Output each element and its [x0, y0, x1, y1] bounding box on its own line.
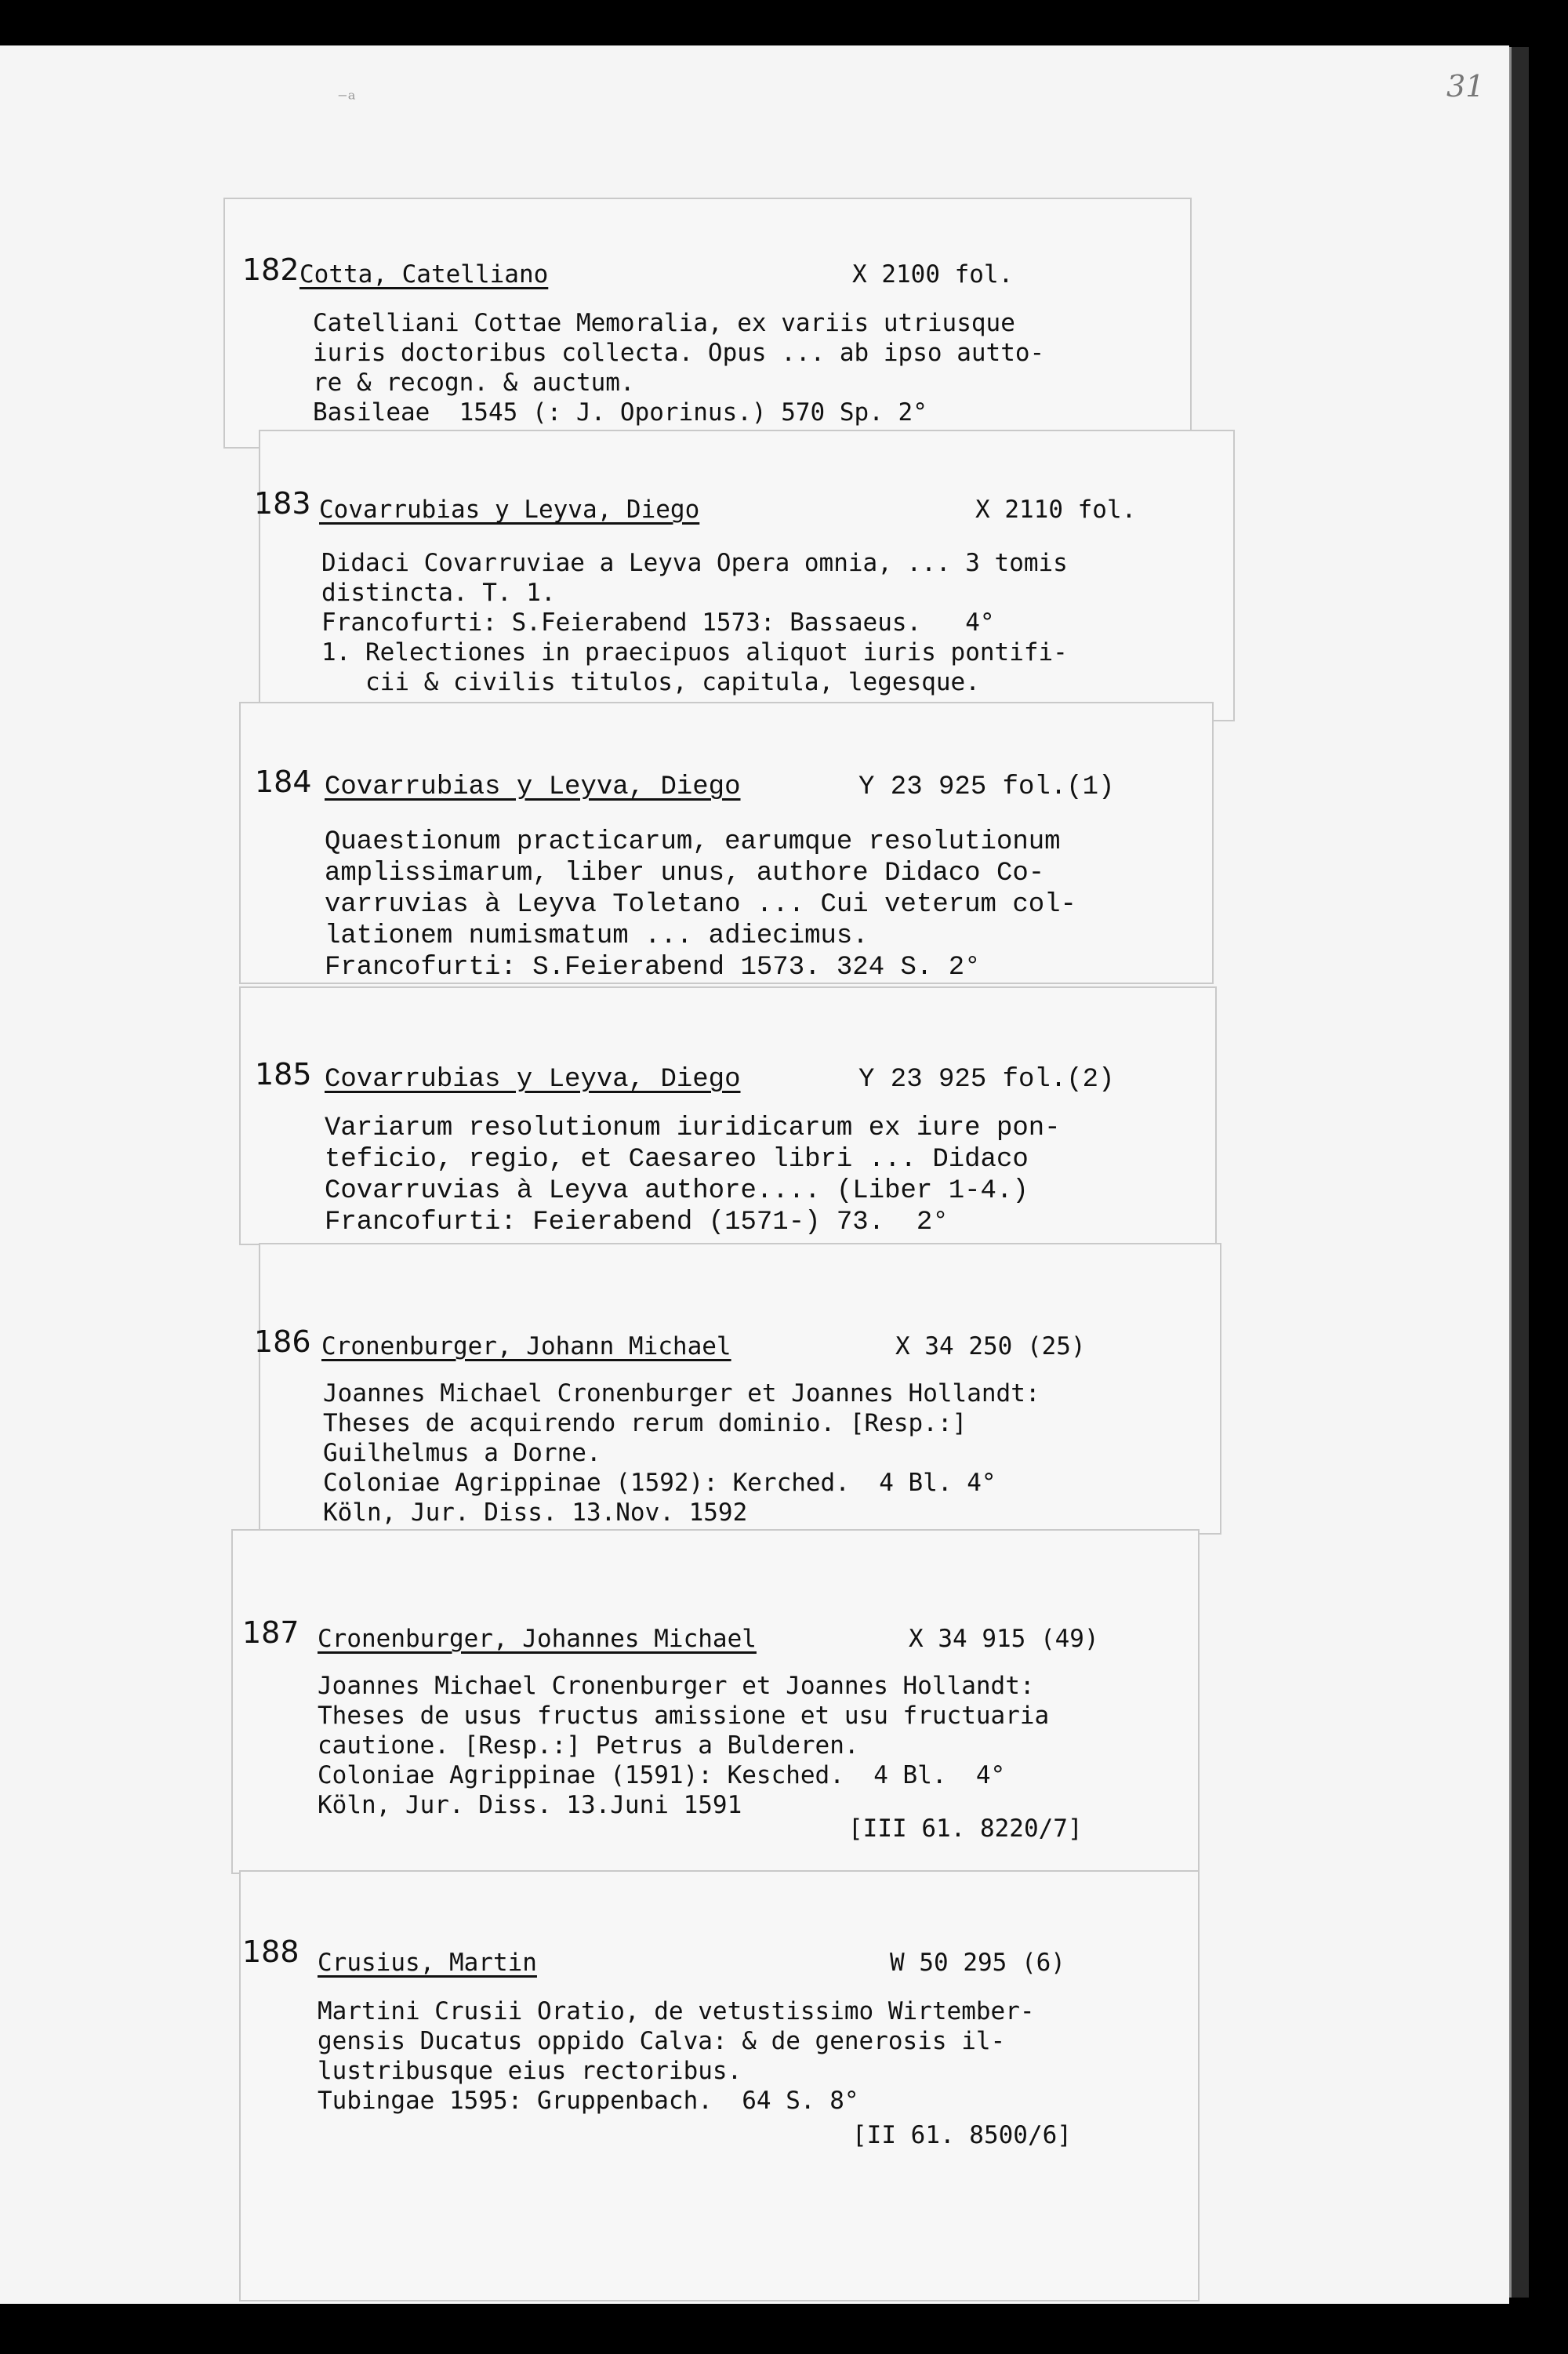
card-line: Joannes Michael Cronenburger et Joannes Hollandt: [323, 1379, 1040, 1408]
shelfmark: Y 23 925 fol.(1) [858, 772, 1115, 802]
card-line: cautione. [Resp.:] Petrus a Bulderen. [318, 1731, 859, 1760]
card-number: 183 [254, 486, 311, 521]
card-line: distincta. T. 1. [321, 579, 556, 607]
catalog-card-186 [254, 1243, 1221, 1535]
card-line: 1. Relectiones in praecipuos aliquot iuris pontifi- [321, 638, 1068, 667]
card-line: Theses de acquirendo rerum dominio. [Resp.:] [323, 1409, 967, 1437]
page-number: 31 [1446, 69, 1485, 104]
binder-spine [1509, 47, 1529, 2298]
signature: [II 61. 8500/6] [852, 2121, 1072, 2149]
card-line: Catelliani Cottae Memoralia, ex variis utriusque [313, 309, 1015, 337]
card-line: amplissimarum, liber unus, authore Didaco Co- [325, 859, 1045, 888]
shelfmark: X 2110 fol. [975, 496, 1137, 524]
card-heading: Cotta, Catelliano [299, 260, 549, 289]
card-number: 187 [242, 1615, 299, 1650]
catalog-card-183 [254, 430, 1235, 721]
card-number: 185 [255, 1057, 312, 1092]
card-line: Francofurti: Feierabend (1571-) 73. 2° [325, 1208, 949, 1237]
card-heading: Cronenburger, Johann Michael [321, 1332, 731, 1360]
catalog-card-187 [231, 1529, 1200, 1874]
card-line: Coloniae Agrippinae (1592): Kerched. 4 Bl. 4° [323, 1469, 996, 1497]
card-line: Joannes Michael Cronenburger et Joannes Hollandt: [318, 1672, 1035, 1700]
card-line: Didaci Covarruviae a Leyva Opera omnia, ... 3 tomis [321, 549, 1068, 577]
catalog-card-184 [239, 702, 1214, 984]
card-line: lationem numismatum ... adiecimus. [325, 921, 869, 951]
catalog-card-188 [239, 1870, 1200, 2301]
signature: [III 61. 8220/7] [848, 1815, 1083, 1843]
card-line: Francofurti: S.Feierabend 1573. 324 S. 2° [325, 953, 981, 983]
card-number: 186 [254, 1324, 311, 1359]
card-heading: Cronenburger, Johannes Michael [318, 1625, 757, 1653]
card-line: gensis Ducatus oppido Calva: & de generosis il- [318, 2027, 1006, 2055]
card-number: 182 [242, 252, 299, 287]
card-line: Martini Crusii Oratio, de vetustissimo Wirtember- [318, 1997, 1035, 2025]
card-line: cii & civilis titulos, capitula, legesque. [321, 668, 980, 696]
card-heading: Covarrubias y Leyva, Diego [319, 496, 700, 524]
pencil-mark: ⁻ᵃ [337, 88, 356, 111]
catalog-card-182 [223, 198, 1192, 449]
shelfmark: Y 23 925 fol.(2) [858, 1065, 1115, 1095]
shelfmark: X 2100 fol. [852, 260, 1014, 289]
card-line: Francofurti: S.Feierabend 1573: Bassaeus. 4° [321, 608, 995, 637]
card-number: 184 [255, 765, 312, 799]
card-line: re & recogn. & auctum. [313, 369, 635, 397]
card-line: Köln, Jur. Diss. 13.Juni 1591 [318, 1791, 742, 1819]
card-number: 188 [242, 1934, 299, 1969]
card-heading: Crusius, Martin [318, 1949, 537, 1977]
card-heading: Covarrubias y Leyva, Diego [325, 772, 741, 802]
card-line: Quaestionum practicarum, earumque resolutionum [325, 827, 1061, 857]
shelfmark: X 34 915 (49) [909, 1625, 1099, 1653]
card-heading: Covarrubias y Leyva, Diego [325, 1065, 741, 1095]
card-line: Covarruvias à Leyva authore.... (Liber 1-4.) [325, 1176, 1029, 1206]
card-line: Basileae 1545 (: J. Oporinus.) 570 Sp. 2° [313, 398, 927, 427]
card-line: varruvias à Leyva Toletano ... Cui veterum col- [325, 890, 1076, 920]
card-line: Variarum resolutionum iuridicarum ex iure pon- [325, 1113, 1061, 1143]
card-line: teficio, regio, et Caesareo libri ... Didaco [325, 1145, 1029, 1175]
card-line: Tubingae 1595: Gruppenbach. 64 S. 8° [318, 2087, 859, 2115]
card-line: Coloniae Agrippinae (1591): Kesched. 4 Bl. 4° [318, 1761, 1006, 1789]
card-line: Köln, Jur. Diss. 13.Nov. 1592 [323, 1498, 748, 1527]
shelfmark: X 34 250 (25) [895, 1332, 1086, 1360]
card-line: iuris doctoribus collecta. Opus ... ab ipso autto- [313, 339, 1045, 367]
catalog-card-185 [239, 986, 1217, 1245]
card-line: Guilhelmus a Dorne. [323, 1439, 601, 1467]
card-line: lustribusque eius rectoribus. [318, 2057, 742, 2085]
card-line: Theses de usus fructus amissione et usu fructuaria [318, 1702, 1050, 1730]
shelfmark: W 50 295 (6) [890, 1949, 1065, 1977]
